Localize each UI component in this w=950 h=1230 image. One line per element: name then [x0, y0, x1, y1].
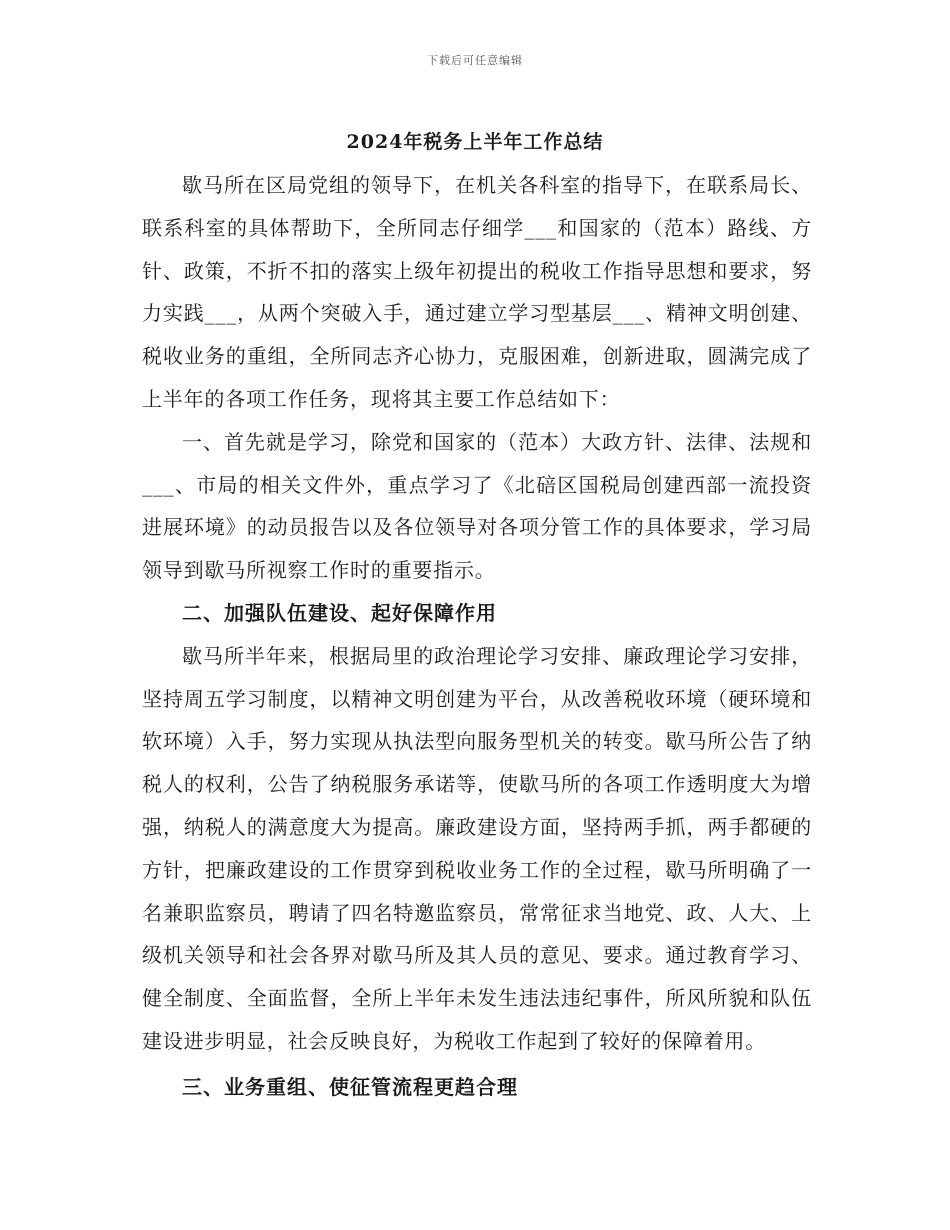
document-body	[142, 164, 812, 1109]
section-three-heading: 三、业务重组、使征管流程更趋合理	[182, 1074, 518, 1099]
page-header-note: 下载后可任意编辑	[427, 54, 523, 67]
section-two-heading: 二、加强队伍建设、起好保障作用	[182, 600, 497, 625]
section-two-paragraph: 歇马所半年来，根据局里的政治理论学习安排、廉政理论学习安排，坚持周五学习制度，以精神文明创建为平台，从改善税收环境（硬环境和软环境）入手，努力实现从执法型向服务型机关的转变。歇马所公告了纳税人的权利，公告了纳税服务承诺等，使歇马所的各项工作透明度大为增强，纳税人的满意度大为提高。廉政建设方面，坚持两手抓，两手都硬的方针，把廉政建设的工作贯穿到税收业务工作的全过程，歇马所明确了一名兼职监察员，聘请了四名特邀监察员，常常征求当地党、政、人大、上级机关领导和社会各界对歇马所及其人员的意见、要求。通过教育学习、健全制度、全面监督，全所上半年未发生违法违纪事件，所风所貌和队伍建设进步明显，社会反映良好，为税收工作起到了较好的保障着用。	[142, 643, 812, 1053]
section-one-paragraph: 一、首先就是学习，除党和国家的（范本）大政方针、法律、法规和___、市局的相关文件外，重点学习了《北碚区国税局创建西部一流投资进展环境》的动员报告以及各位领导对各项分管工作的具体要求，学习局领导到歇马所视察工作时的重要指示。	[142, 429, 812, 583]
intro-paragraph: 歇马所在区局党组的领导下，在机关各科室的指导下，在联系局长、联系科室的具体帮助下，全所同志仔细学___和国家的（范本）路线、方针、政策，不折不扣的落实上级年初提出的税收工作指导思想和要求，努力实践___，从两个突破入手，通过建立学习型基层___、精神文明创建、税收业务的重组，全所同志齐心协力，克服困难，创新进取，圆满完成了上半年的各项工作任务，现将其主要工作总结如下：	[142, 173, 812, 411]
document-title: 2024年税务上半年工作总结	[346, 131, 604, 153]
